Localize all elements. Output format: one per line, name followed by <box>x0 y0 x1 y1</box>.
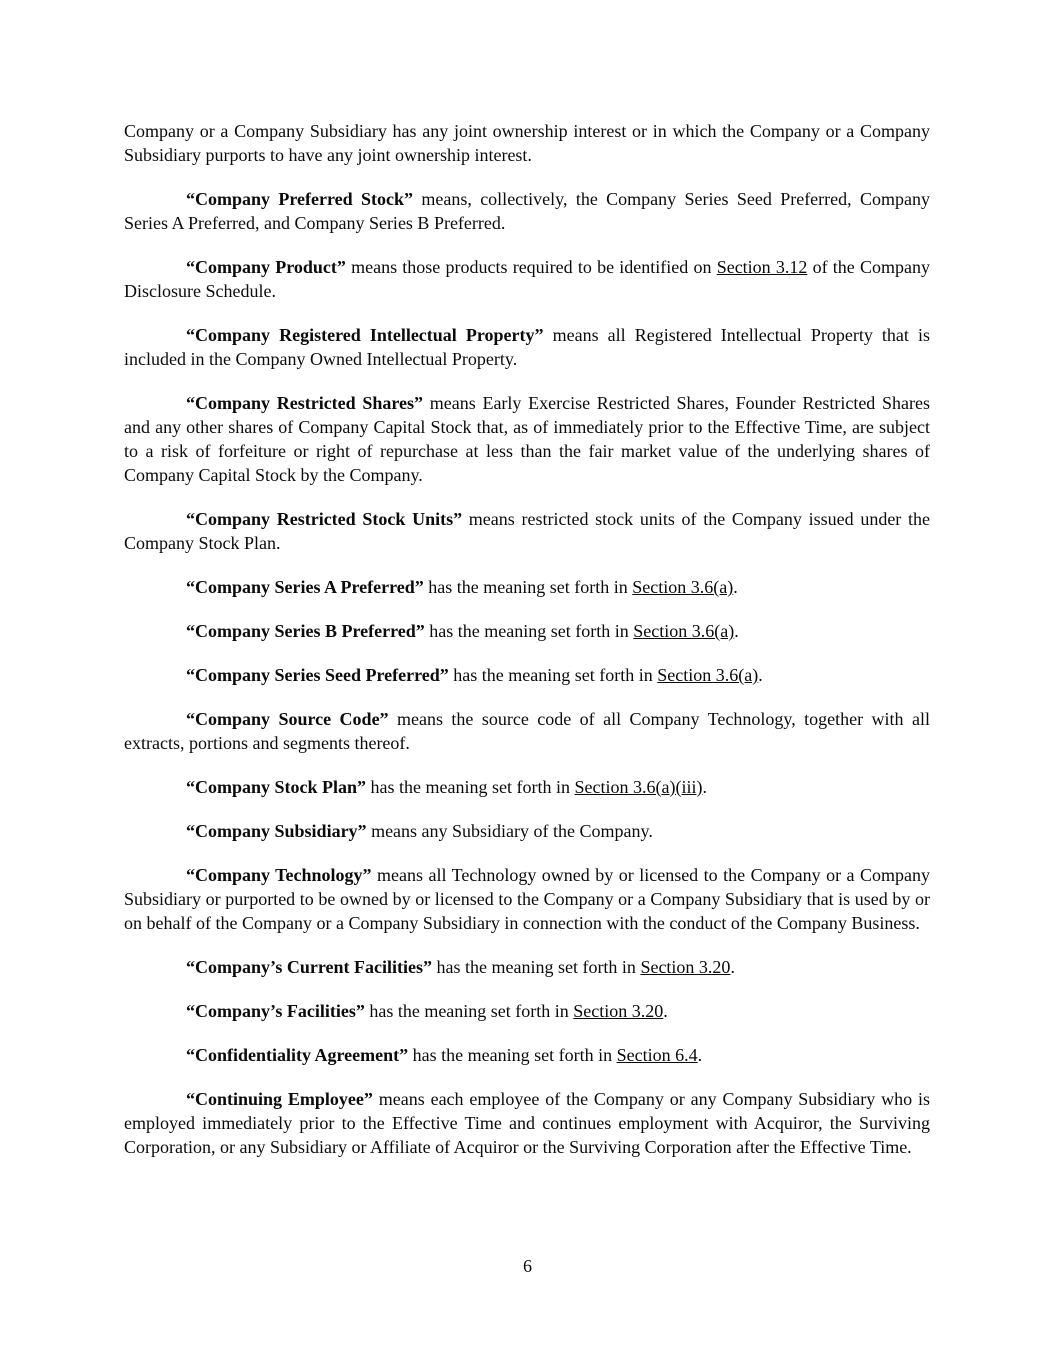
text-run: has the meaning set forth in <box>431 957 641 977</box>
text-run: . <box>730 957 735 977</box>
section-reference: Section 3.6(a) <box>632 577 734 597</box>
text-run: means all Technology owned by or licensed to the Company or a Company Subsidiary or purported to be owned by or licensed to the Company or a Company Subsidiary that is used by or on behalf of the Company or a Company Subsidiary in connection with the conduct of the Company Business. <box>124 865 931 933</box>
defined-term: “Company Series A Preferred” <box>186 577 424 597</box>
definition-company-series-a-preferred <box>124 575 930 599</box>
definition-companys-current-facilities <box>124 955 930 979</box>
defined-term: “Company Series Seed Preferred” <box>186 665 449 685</box>
defined-term: “Company Product” <box>186 257 346 277</box>
definition-company-series-seed-preferred <box>124 663 930 687</box>
body-paragraph-continuation <box>124 119 930 167</box>
defined-term: “Company Source Code” <box>186 709 389 729</box>
text-run: . <box>663 1001 668 1021</box>
section-reference: Section 6.4 <box>616 1045 698 1065</box>
definition-continuing-employee <box>124 1087 930 1159</box>
text-run: means those products required to be identified on <box>345 257 717 277</box>
text-run: has the meaning set forth in <box>366 777 575 797</box>
text-run: . <box>733 577 738 597</box>
definition-company-subsidiary <box>124 819 930 843</box>
defined-term: “Company Technology” <box>186 865 372 885</box>
text-run: . <box>697 1045 703 1065</box>
text-run: means the source code of all Company Technology, together with all extracts, portions and segments thereof. <box>124 709 930 753</box>
definition-company-source-code <box>124 707 930 755</box>
definition-company-series-b-preferred <box>124 619 930 643</box>
text-run: means any Subsidiary of the Company. <box>366 821 653 841</box>
defined-term: “Company Series B Preferred” <box>186 621 425 641</box>
section-reference: Section 3.20 <box>573 1001 664 1021</box>
defined-term: “Company’s Current Facilities” <box>186 957 432 977</box>
section-reference: Section 3.6(a) <box>657 665 759 685</box>
definition-company-product <box>124 255 930 303</box>
defined-term: “Company Stock Plan” <box>186 777 367 797</box>
defined-term: “Company Preferred Stock” <box>186 189 414 209</box>
text-run: means restricted stock units of the Company issued under the Company Stock Plan. <box>124 509 930 553</box>
defined-term: “Company Registered Intellectual Property” <box>186 325 544 345</box>
definition-company-restricted-shares <box>124 391 930 487</box>
text-run: of the Company Disclosure Schedule. <box>124 257 930 301</box>
text-run: has the meaning set forth in <box>424 621 634 641</box>
definition-company-restricted-stock-units <box>124 507 930 555</box>
section-reference: Section 3.6(a) <box>633 621 735 641</box>
page-number: 6 <box>523 1256 532 1276</box>
text-run: has the meaning set forth in <box>408 1045 617 1065</box>
defined-term: “Company Restricted Stock Units” <box>186 509 463 529</box>
section-reference: Section 3.20 <box>640 957 731 977</box>
section-reference: Section 3.12 <box>716 257 808 277</box>
definition-company-stock-plan <box>124 775 930 799</box>
text-run: . <box>702 777 707 797</box>
text-run: has the meaning set forth in <box>448 665 658 685</box>
defined-term: “Company Subsidiary” <box>186 821 367 841</box>
text-run: means all Registered Intellectual Property that is included in the Company Owned Intellectual Property. <box>124 325 930 369</box>
text-run: Company or a Company Subsidiary has any joint ownership interest or in which the Company or a Company Subsidiary purports to have any joint ownership interest. <box>124 121 930 165</box>
section-reference: Section 3.6(a)(iii) <box>574 777 703 797</box>
text-run: . <box>734 621 739 641</box>
text-run: . <box>758 665 763 685</box>
defined-term: “Continuing Employee” <box>186 1089 373 1109</box>
definition-companys-facilities <box>124 999 930 1023</box>
definition-confidentiality-agreement <box>124 1043 930 1067</box>
text-run: has the meaning set forth in <box>423 577 633 597</box>
text-run: means, collectively, the Company Series Seed Preferred, Company Series A Preferred, and Company Series B Preferred. <box>124 189 930 233</box>
defined-term: “Confidentiality Agreement” <box>186 1045 409 1065</box>
definition-company-technology <box>124 863 930 935</box>
definition-company-preferred-stock <box>124 187 930 235</box>
document-body <box>124 119 930 1179</box>
text-run: means Early Exercise Restricted Shares, Founder Restricted Shares and any other shares of Company Capital Stock that, as of immediately prior to the Effective Time, are subject to a risk of forfeiture or right of repurchase at less than the fair market value of the underlying shares of Company Capital Stock by the Company. <box>124 393 930 485</box>
defined-term: “Company’s Facilities” <box>186 1001 365 1021</box>
text-run: has the meaning set forth in <box>364 1001 574 1021</box>
definition-company-registered-intellectual-property <box>124 323 930 371</box>
defined-term: “Company Restricted Shares” <box>186 393 424 413</box>
text-run: means each employee of the Company or any Company Subsidiary who is employed immediately prior to the Effective Time and continues employment with Acquiror, the Surviving Corporation, or any Subsidiary or Affiliate of Acquiror or the Surviving Corporation after the Effective Time. <box>124 1089 931 1157</box>
